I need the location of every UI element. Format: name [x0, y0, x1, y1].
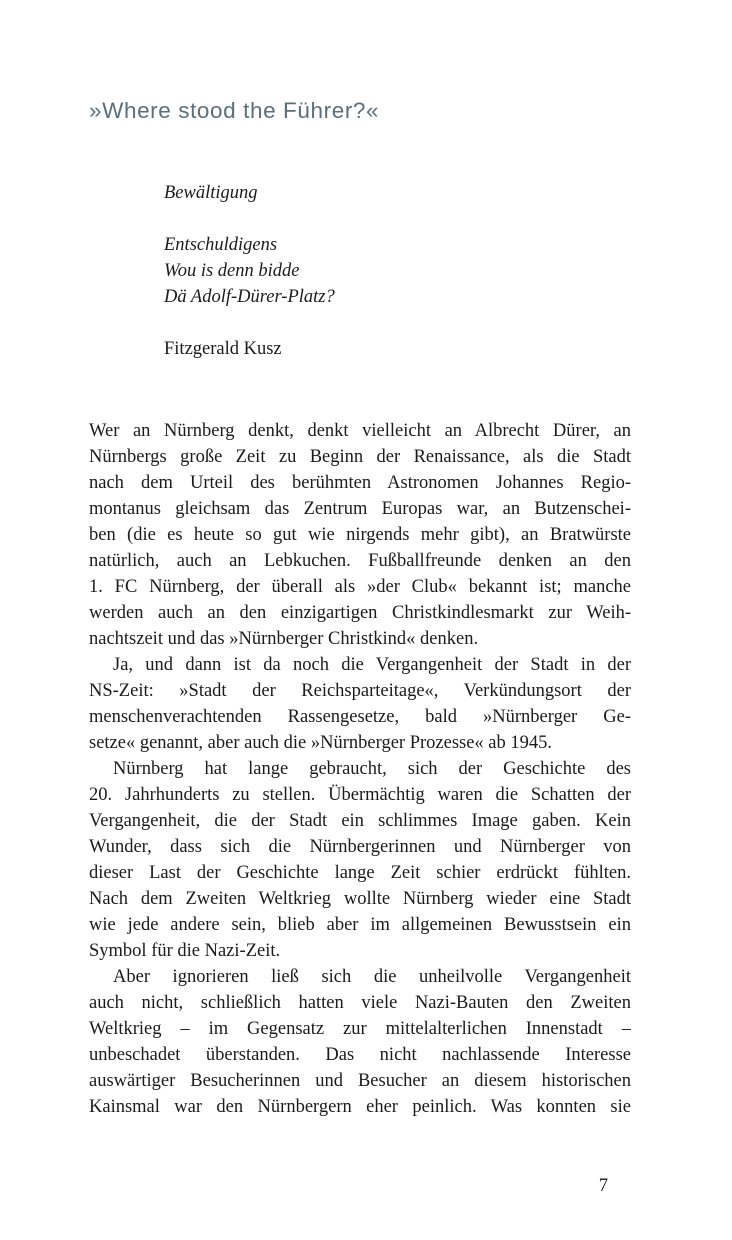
text-line: Nürnbergs große Zeit zu Beginn der Renaissance, als die Stadt — [89, 447, 631, 467]
text-line: Wer an Nürnberg denkt, denkt vielleicht an Albrecht Dürer, an — [89, 421, 631, 441]
text-line: Ja, und dann ist da noch die Vergangenheit der Stadt in der — [113, 655, 631, 675]
text-line: 1. FC Nürnberg, der überall als »der Club« bekannt ist; manche — [89, 577, 631, 597]
text-line: menschenverachtenden Rassengesetze, bald »Nürnberger Ge- — [89, 707, 631, 727]
epigraph-author: Fitzgerald Kusz — [164, 339, 282, 359]
text-line: auch nicht, schließlich hatten viele Nazi-Bauten den Zweiten — [89, 993, 631, 1013]
text-line: unbeschadet überstanden. Das nicht nachlassende Interesse — [89, 1045, 631, 1065]
text-line: setze« genannt, aber auch die »Nürnberger Prozesse« ab 1945. — [89, 733, 553, 753]
text-line: werden auch an den einzigartigen Christkindlesmarkt zur Weih- — [89, 603, 631, 623]
epigraph-line: Entschuldigens — [164, 235, 278, 255]
text-line: Wunder, dass sich die Nürnbergerinnen und Nürnberger von — [89, 837, 631, 857]
text-line: Nach dem Zweiten Weltkrieg wollte Nürnberg wieder eine Stadt — [89, 889, 631, 909]
text-line: Kainsmal war den Nürnbergern eher peinlich. Was konnten sie — [89, 1097, 631, 1117]
body-text — [89, 418, 631, 1120]
text-line: nach dem Urteil des berühmten Astronomen Johannes Regio- — [89, 473, 631, 493]
epigraph-title: Bewältigung — [164, 183, 258, 203]
text-line: Symbol für die Nazi-Zeit. — [89, 941, 281, 961]
text-line: Vergangenheit, die der Stadt ein schlimmes Image gaben. Kein — [89, 811, 631, 831]
text-line: ben (die es heute so gut wie nirgends mehr gibt), an Bratwürste — [89, 525, 631, 545]
text-line: nachtszeit und das »Nürnberger Christkind« denken. — [89, 629, 479, 649]
text-line: wie jede andere sein, blieb aber im allgemeinen Bewusstsein ein — [89, 915, 631, 935]
text-line: natürlich, auch an Lebkuchen. Fußballfreunde denken an den — [89, 551, 631, 571]
epigraph-line: Dä Adolf-Dürer-Platz? — [164, 287, 335, 307]
text-line: auswärtiger Besucherinnen und Besucher an diesem historischen — [89, 1071, 631, 1091]
epigraph-line: Wou is denn bidde — [164, 261, 300, 281]
chapter-title: »Where stood the Führer?« — [89, 98, 380, 123]
text-line: dieser Last der Geschichte lange Zeit schier erdrückt fühlten. — [89, 863, 631, 883]
text-line: NS-Zeit: »Stadt der Reichsparteitage«, Verkündungsort der — [89, 681, 631, 701]
text-line: montanus gleichsam das Zentrum Europas war, an Butzenschei- — [89, 499, 631, 519]
page-number: 7 — [598, 1176, 608, 1196]
epigraph — [164, 180, 624, 362]
text-line: Nürnberg hat lange gebraucht, sich der Geschichte des — [113, 759, 631, 779]
text-line: Weltkrieg – im Gegensatz zur mittelalterlichen Innenstadt – — [89, 1019, 631, 1039]
text-line: 20. Jahrhunderts zu stellen. Übermächtig waren die Schatten der — [89, 785, 631, 805]
text-line: Aber ignorieren ließ sich die unheilvolle Vergangenheit — [113, 967, 631, 987]
